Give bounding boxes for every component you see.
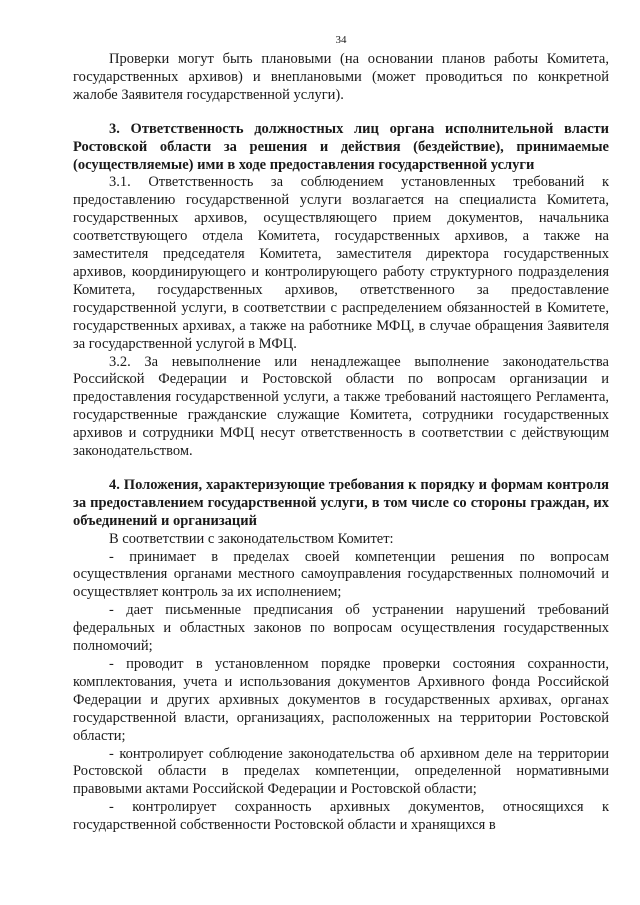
section-3-paragraph-2: 3.2. За невыполнение или ненадлежащее выполнение законодательства Российской Федерации и Ростовской области по вопросам организации и предоставления государственной услуги, а также требований настоящего Регламента, государственные гражданские служащие Комитета, сотрудники государственных архивов и сотрудники МФЦ несут ответственность в соответствии с действующим законодательством. bbox=[73, 353, 609, 460]
section-4-lead: В соответствии с законодательством Комитет: bbox=[109, 530, 394, 547]
intro-paragraph: Проверки могут быть плановыми (на основании планов работы Комитета, государственных архивов) и внеплановыми (может проводиться по конкретной жалобе Заявителя государственной услуги). bbox=[73, 51, 609, 103]
list-item: - контролирует сохранность архивных документов, относящихся к государственной собственности Ростовской области и хранящихся в bbox=[73, 799, 609, 834]
document-page bbox=[73, 34, 609, 835]
section-4-heading: 4. Положения, характеризующие требования к порядку и формам контроля за предоставлением государственной услуги, в том числе со стороны граждан, их объединений и организаций bbox=[73, 476, 609, 529]
list-item: - контролирует соблюдение законодательства об архивном деле на территории Ростовской области в пределах компетенции, определенной нормативными правовыми актами Российской Федерации и Ростовской области; bbox=[73, 745, 609, 798]
section-3-paragraph-1: 3.1. Ответственность за соблюдением установленных требований к предоставлению государственной услуги возлагается на специалиста Комитета, государственных архивов, осуществляющего прием документов, начальника соответствующего отдела Комитета, государственных архивов, а также на заместителя председателя Комитета, заместителя директора государственных архивов, координирующего и контролирующего работу структурного подразделения Комитета, государственных архивов, ответственного за предоставление государственной услуги, в соответствии с распределением обязанностей в Комитете, государственных архивах, а также на работнике МФЦ, в случае обращения Заявителя за государственной услугой в МФЦ. bbox=[73, 174, 609, 352]
page-number: 34 bbox=[335, 34, 347, 46]
section-3-heading: 3. Ответственность должностных лиц органа исполнительной власти Ростовской области за решения и действия (бездействие), принимаемые (осуществляемые) ими в ходе предоставления государственной услуги bbox=[73, 120, 609, 173]
list-item: - проводит в установленном порядке проверки состояния сохранности, комплектования, учета и использования документов Архивного фонда Российской Федерации и других архивных документов в государственных архивах, органах государственной власти, организациях, расположенных на территории Ростовской области; bbox=[73, 656, 609, 744]
list-item: - дает письменные предписания об устранении нарушений требований федеральных и областных законов по вопросам осуществления государственных полномочий; bbox=[73, 602, 609, 655]
list-item: - принимает в пределах своей компетенции решения по вопросам осуществления органами местного самоуправления государственных полномочий и осуществляет контроль за их исполнением; bbox=[73, 548, 609, 601]
